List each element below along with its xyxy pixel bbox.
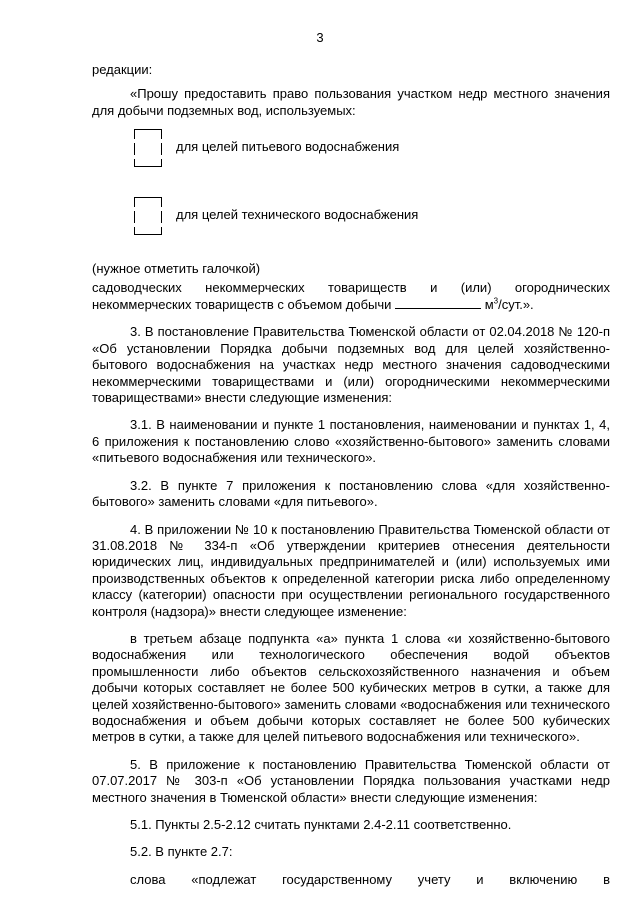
paragraph-redaktsii: редакции: [92,62,153,77]
last-word-7: в [603,871,610,887]
last-word-6: включению [509,871,578,887]
last-word-5: и [476,871,484,887]
sadov-text: садоводческих некоммерческих товариществ и (или) огороднических некоммерческих товариществ с объемом добычи [92,279,610,313]
last-line [92,872,610,888]
volume-field[interactable] [395,296,481,309]
paragraph-3-2: 3.2. В пункте 7 приложения к постановлению слова «для хозяйственно-бытового» заменить словами «для питьевого». [92,477,610,510]
paragraph-proshu: «Прошу предоставить право пользования участком недр местного значения для добычи подземных вод, используемых: [92,86,610,118]
paragraph-5: 5. В приложение к постановлению Правительства Тюменской области от 07.07.2017 № 303-п «Об установлении Порядка пользования участками недр местного значения в Тюменской области» внести следующие изменения: [92,756,610,805]
paragraph-5-2: 5.2. В пункте 2.7: [130,844,233,860]
paragraph-4: 4. В приложении № 10 к постановлению Правительства Тюменской области от 31.08.2018 № 334-п «Об утверждении критериев отнесения деятельности юридических лиц, индивидуальных предпринимателей и (или) используемых ими производственных объектов к определенной категории риска либо определенному классу (категории) опасности при осуществлении регионального государственного контроля (надзора)» внести следующее изменение: [92,521,610,619]
checkbox-label-technical: для целей технического водоснабжения [176,207,419,223]
paragraph-sadov [92,280,610,314]
note-text: (нужное отметить галочкой) [92,261,261,277]
checkbox-row-technical [92,193,610,261]
paragraph-3-1: 3.1. В наименовании и пункте 1 постановления, наименовании и пунктах 1, 4, 6 приложения к постановлению слово «хозяйственно-бытового» заменить словами «питьевого водоснабжения или технического». [92,417,610,466]
last-word-2: «подлежат [191,871,257,887]
unit-m: м [484,297,494,313]
unit-superscript: 3 [493,296,499,306]
checkbox-label-drinking: для целей питьевого водоснабжения [176,139,400,155]
checkbox-drinking[interactable] [134,129,162,167]
checkbox-technical[interactable] [134,197,162,235]
last-word-4: учету [417,871,451,887]
paragraph-4-text: в третьем абзаце подпункта «а» пункта 1 слова «и хозяйственно-бытового водоснабжения или технологического обеспечения водой объектов промышленности либо объектов сельскохозяйственного назначения и объем добычи которых составляет не более 500 кубических метров в сутки, а также для целей хозяйственно-бытового» заменить словами «водоснабжения или технического водоснабжения и объем добычи которых составляет не более 500 кубических метров в сутки, а также для целей питьевого водоснабжения или технического». [92,630,610,745]
unit-per-day: /сут.». [498,297,534,313]
page-number: 3 [316,30,324,45]
last-word-3: государственному [282,871,393,887]
paragraph-3: 3. В постановление Правительства Тюменской области от 02.04.2018 № 120-п «Об установлении Порядка добычи подземных вод для целей хозяйственно-бытового водоснабжения на участках недр местного значения садоводческими некоммерческими товариществами и (или) огородническими некоммерческими товариществами» внести следующие изменения: [92,324,610,406]
document-body [92,62,610,888]
paragraph-5-1: 5.1. Пункты 2.5-2.12 считать пунктами 2.4-2.11 соответственно. [130,817,512,832]
last-word-1: слова [130,871,166,887]
checkbox-row-drinking [92,125,610,193]
